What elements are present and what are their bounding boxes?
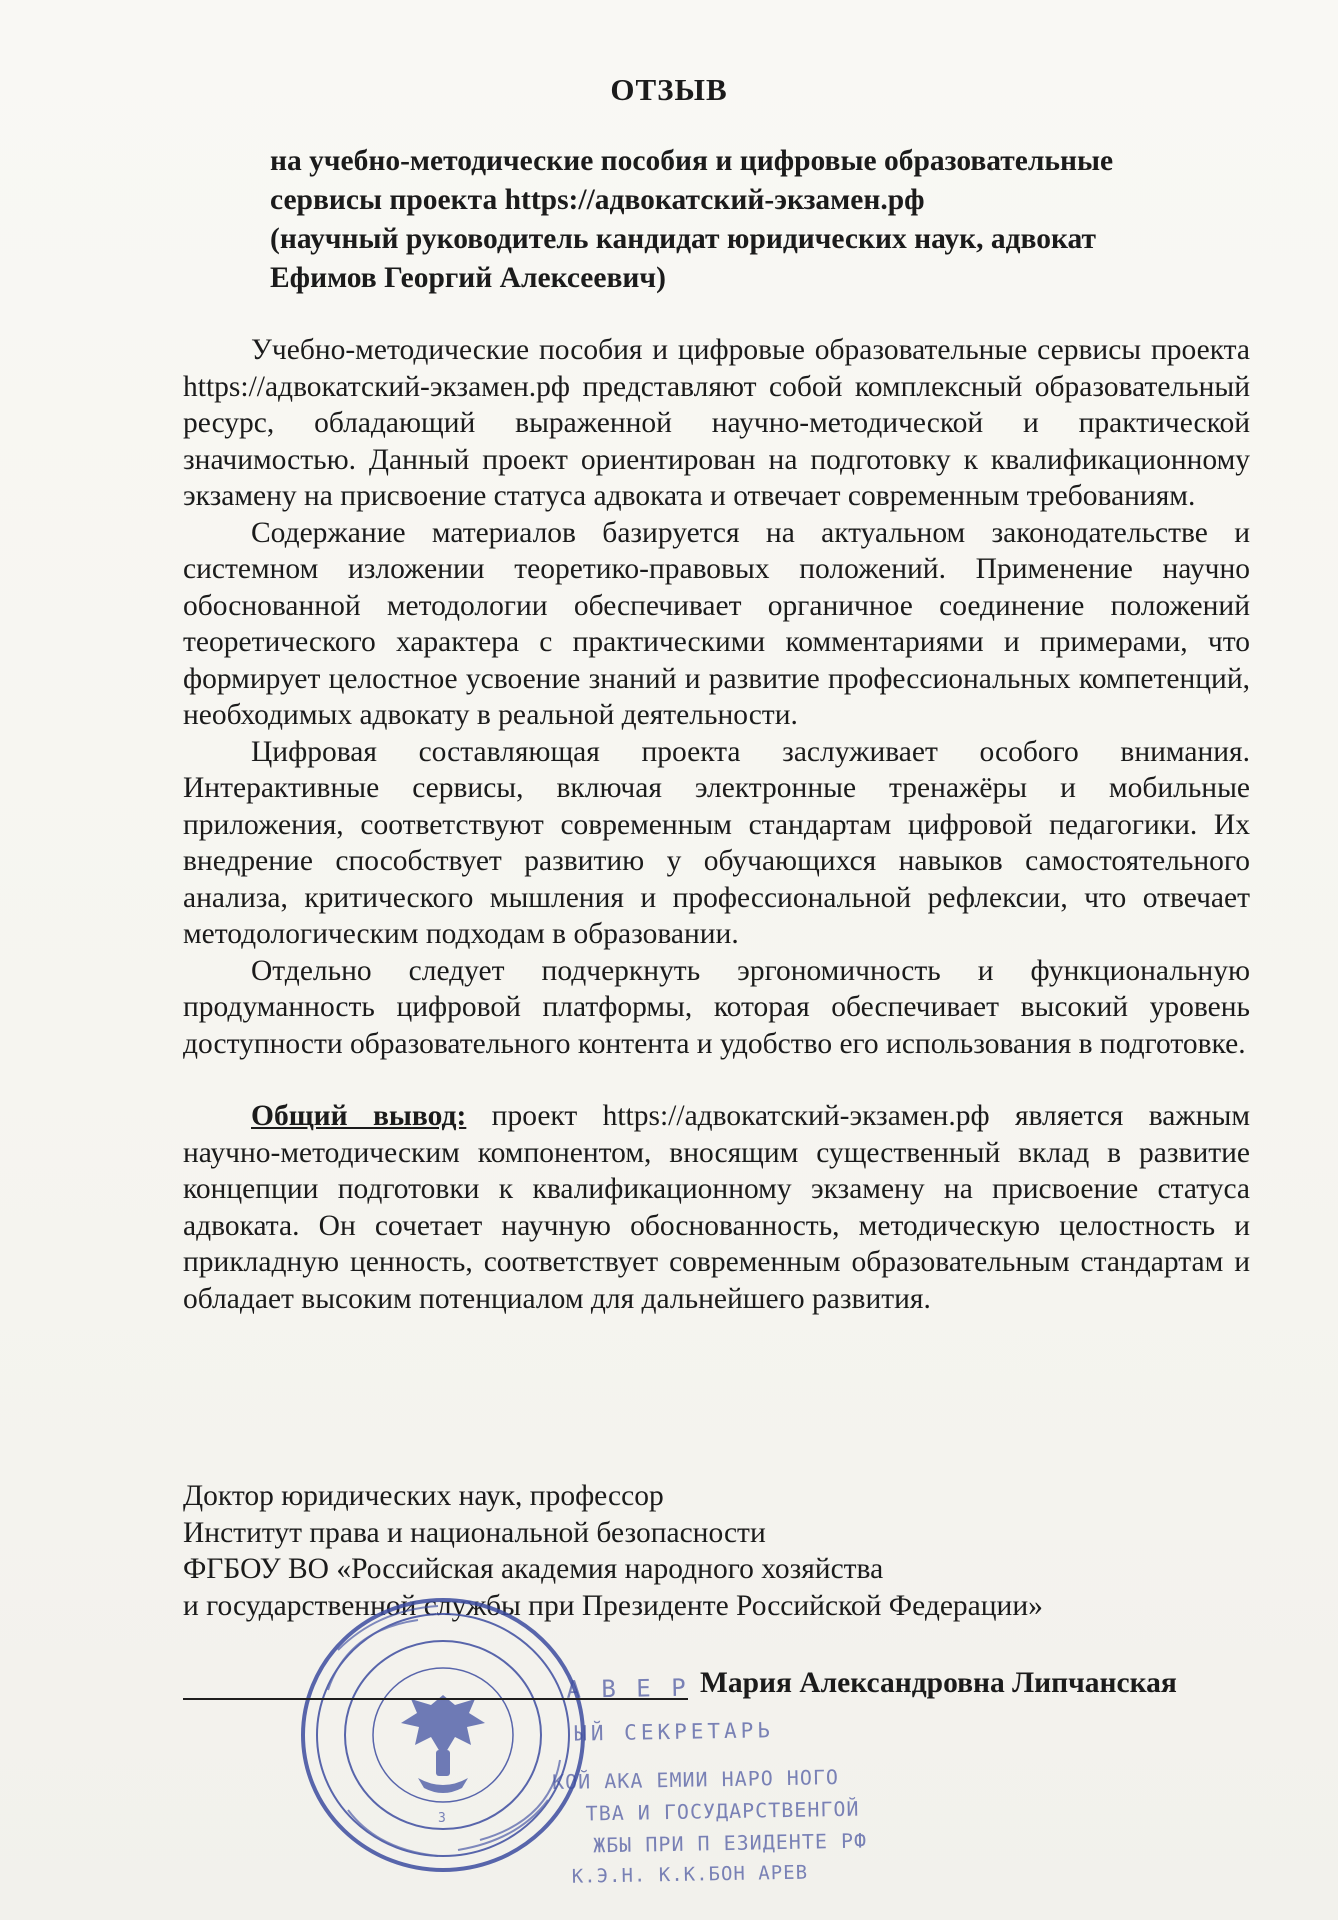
subject-line: (научный руководитель кандидат юридических наук, адвокат [270, 223, 1096, 255]
stamp-line: А В Е Р [566, 1673, 689, 1704]
conclusion-paragraph [183, 1098, 1250, 1317]
signature-line [183, 1698, 688, 1700]
body-paragraph: Отдельно следует подчеркнуть эргономичность и функциональную продуманность цифровой платформы, которая обеспечивает высокий уровень доступности образовательного контента и удобство его использования в подготовке. [183, 954, 1250, 1060]
subject-line: Ефимов Георгий Алексеевич) [270, 262, 666, 294]
stamp-line: К.Э.Н. К.К.БОН АРЕВ [571, 1861, 809, 1888]
subject-line: на учебно-методические пособия и цифровые образовательные [270, 145, 1114, 177]
signer-line: ФГБОУ ВО «Российская академия народного хозяйства [183, 1553, 884, 1585]
stamp-line: КОЙ АКА ЕМИИ НАРО НОГО [551, 1765, 840, 1795]
body-paragraph: Содержание материалов базируется на актуальном законодательстве и системном изложении теоретико-правовых положений. Применение научно обоснованной методологии обеспечивает органичное соединение положений теоретического характера с практическими комментариями и примерами, что формирует целостное усвоение знаний и развитие профессиональных компетенций, необходимых адвокату в реальной деятельности. [183, 516, 1250, 731]
round-seal-icon [298, 1590, 588, 1880]
stamp-line: ЖБЫ ПРИ П ЕЗИДЕНТЕ РФ [593, 1828, 868, 1858]
subject-line: сервисы проекта https://адвокатский-экзамен.рф [270, 184, 925, 216]
conclusion-label: Общий вывод: [251, 1100, 467, 1132]
document-title: ОТЗЫВ [610, 72, 728, 107]
body-paragraph: Цифровая составляющая проекта заслуживает особого внимания. Интерактивные сервисы, включая электронные тренажёры и мобильные приложения, соответствуют современным стандартам цифровой педагогики. Их внедрение способствует развитию у обучающихся навыков самостоятельного анализа, критического мышления и профессиональной рефлексии, что отвечает методологическим подходам в образовании. [183, 735, 1250, 950]
signer-line: Доктор юридических наук, профессор [183, 1480, 664, 1512]
signer-line: и государственной службы при Президенте Российской Федерации» [183, 1589, 1043, 1622]
stamp-line: ТВА И ГОСУДАРСТВЕНГОЙ [585, 1796, 860, 1826]
conclusion-text: проект https://адвокатский-экзамен.рф является важным научно-методическим компонентом, вносящим существенный вклад в развитие концепции подготовки к квалификационному экзамену на присвоение статуса адвоката. Он сочетает научную обоснованность, методическую целостность и прикладную ценность, соответствует современным образовательным стандартам и обладает высоким потенциалом для дальнейшего развития. [183, 1100, 1251, 1315]
document-subject [270, 142, 1200, 298]
body-paragraph: Учебно-методические пособия и цифровые образовательные сервисы проекта https://адвокатский-экзамен.рф представляют собой комплексный образовательный ресурс, обладающий выраженной научно-методической и практической значимостью. Данный проект ориентирован на подготовку к квалификационному экзамену на присвоение статуса адвоката и отвечает современным требованиям. [183, 334, 1250, 512]
signer-line: Институт права и национальной безопасности [183, 1516, 766, 1549]
document-body [183, 332, 1250, 1317]
svg-text:3: 3 [438, 1811, 446, 1826]
signer-name: Мария Александровна Липчанская [700, 1667, 1177, 1699]
stamp-line: ЫЙ СЕКРЕТАРЬ [574, 1718, 775, 1746]
